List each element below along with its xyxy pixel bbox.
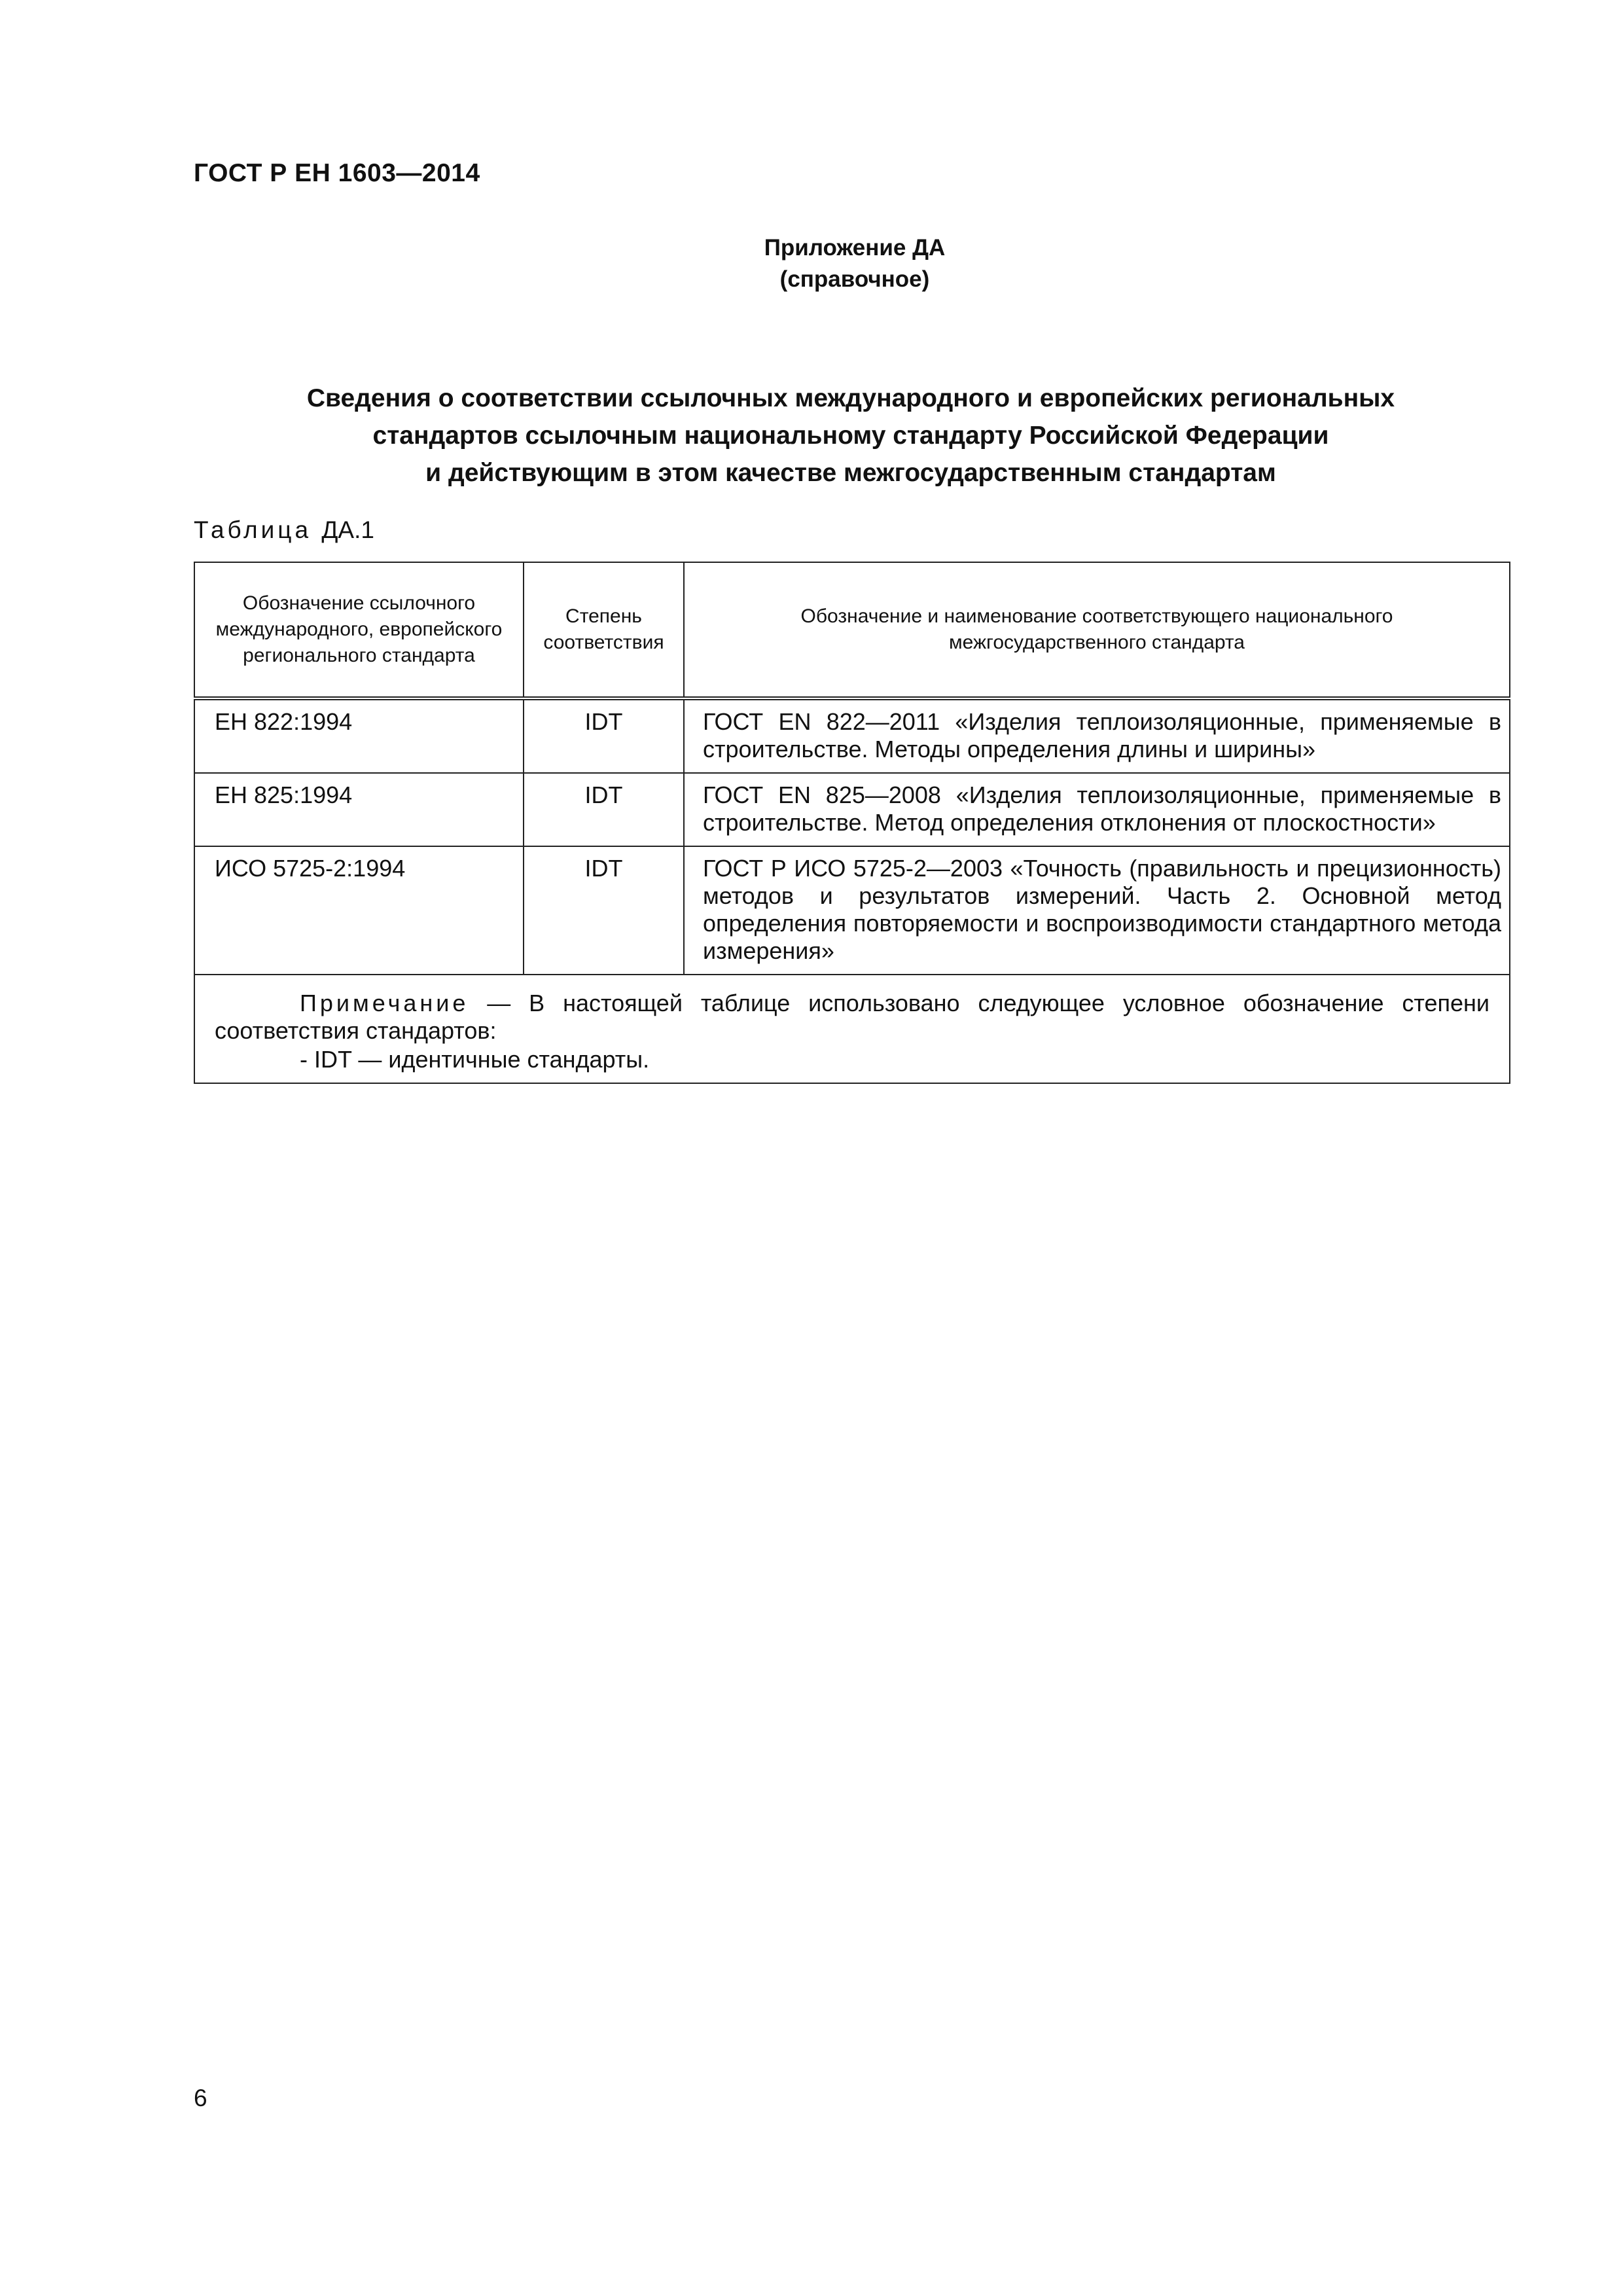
table-label	[194, 516, 374, 544]
table-note	[194, 975, 1510, 1083]
note-body: — В настоящей таблице использовано следующее условное обозначение степени соответствия стандартов:	[215, 990, 1489, 1044]
reference-cell: ЕН 822:1994	[194, 698, 524, 773]
column-header-national-standard: Обозначение и наименование соответствующего национального межгосударственного стандарта	[684, 562, 1510, 698]
annex-title: Приложение ДА	[764, 235, 946, 260]
correspondence-table	[194, 562, 1510, 1084]
degree-cell: IDT	[524, 698, 684, 773]
document-code: ГОСТ Р ЕН 1603—2014	[194, 159, 480, 187]
column-header-reference: Обозначение ссылочного международного, европейского регионального стандарта	[194, 562, 524, 698]
table-row	[194, 773, 1510, 846]
column-header-degree: Степень соответствия	[524, 562, 684, 698]
table-label-word: Таблица	[194, 516, 312, 543]
national-standard-cell: ГОСТ EN 822—2011 «Изделия теплоизоляционные, применяемые в строительстве. Методы определения длины и ширины»	[684, 698, 1510, 773]
degree-cell: IDT	[524, 773, 684, 846]
table-header-row	[194, 562, 1510, 698]
table-row	[194, 698, 1510, 773]
note-label: Примечание	[300, 990, 469, 1016]
table-label-number: ДА.1	[321, 516, 374, 543]
national-standard-cell: ГОСТ EN 825—2008 «Изделия теплоизоляционные, применяемые в строительстве. Метод определения отклонения от плоскостности»	[684, 773, 1510, 846]
annex-heading	[0, 232, 1623, 295]
annex-status: (справочное)	[779, 266, 930, 292]
table-row	[194, 846, 1510, 975]
note-item: - IDT — идентичные стандарты.	[300, 1046, 650, 1073]
section-title	[194, 380, 1508, 492]
degree-cell: IDT	[524, 846, 684, 975]
note-text	[215, 990, 1489, 1045]
reference-cell: ИСО 5725-2:1994	[194, 846, 524, 975]
national-standard-cell: ГОСТ Р ИСО 5725-2—2003 «Точность (правильность и прецизионность) методов и результатов измерений. Часть 2. Основной метод определения повторяемости и воспроизводимости стандартного метода измерения»	[684, 846, 1510, 975]
title-line-2: стандартов ссылочным национальному стандарту Российской Федерации	[372, 422, 1329, 450]
table-note-row	[194, 975, 1510, 1083]
title-line-1: Сведения о соответствии ссылочных международного и европейских региональных	[306, 384, 1395, 412]
page-number: 6	[194, 2085, 207, 2111]
title-line-3: и действующим в этом качестве межгосударственным стандартам	[425, 459, 1276, 487]
reference-cell: ЕН 825:1994	[194, 773, 524, 846]
